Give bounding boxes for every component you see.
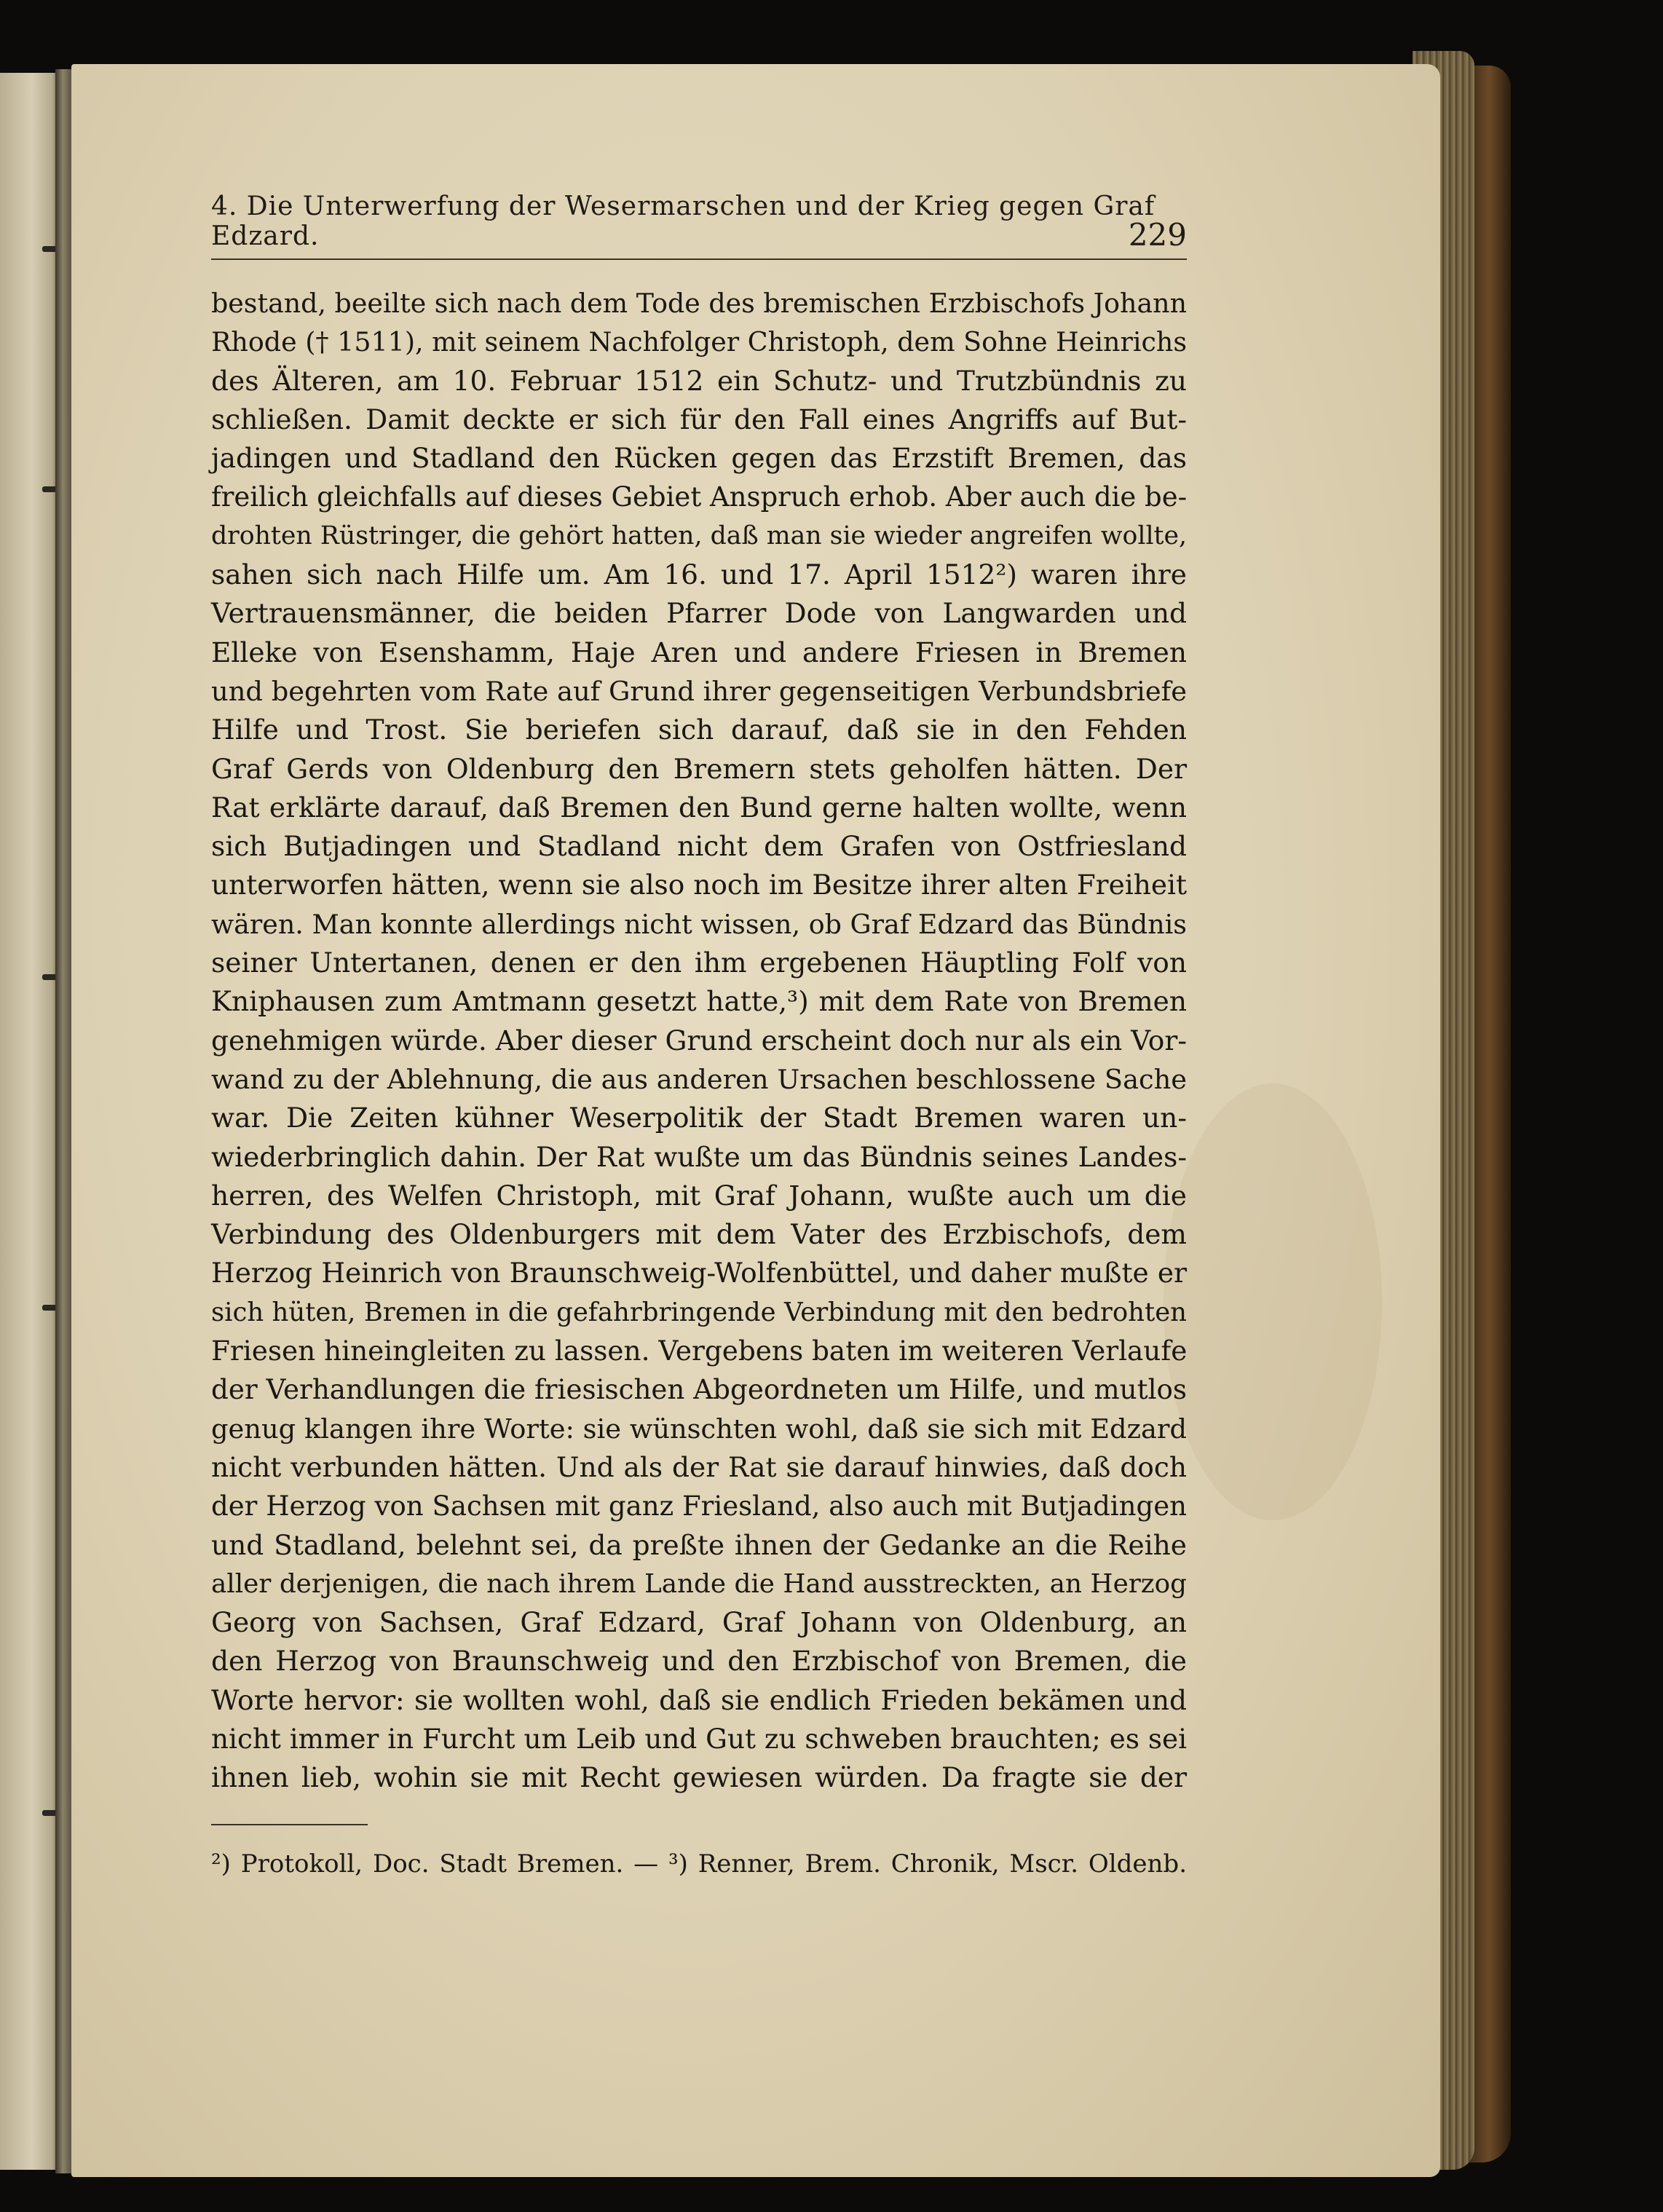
text-line: den Herzog von Braunschweig und den Erzbischof von Bremen, die [211, 1645, 1187, 1678]
text-line: seiner Untertanen, denen er den ihm ergebenen Häuptling Folf von [211, 947, 1187, 979]
text-line: Vertrauensmänner, die beiden Pfarrer Dode von Langwarden und [211, 597, 1187, 630]
text-line: aller derjenigen, die nach ihrem Lande die Hand ausstreckten, an Herzog [211, 1568, 1187, 1599]
text-line: und Stadland, belehnt sei, da preßte ihnen der Gedanke an die Reihe [211, 1528, 1187, 1561]
text-line: unterworfen hätten, wenn sie also noch im Besitze ihrer alten Freiheit [211, 869, 1187, 901]
text-line: ihnen lieb, wohin sie mit Recht gewiesen würden. Da fragte sie der [211, 1761, 1187, 1794]
text-line: Hilfe und Trost. Sie beriefen sich darauf, daß sie in den Fehden [211, 714, 1187, 746]
text-line: der Verhandlungen die friesischen Abgeordneten um Hilfe, und mutlos [211, 1373, 1187, 1406]
text-line: sich hüten, Bremen in die gefahrbringende Verbindung mit den bedrohten [211, 1297, 1187, 1327]
text-line: der Herzog von Sachsen mit ganz Friesland, also auch mit Butjadingen [211, 1490, 1187, 1522]
text-line: Worte hervor: sie wollten wohl, daß sie endlich Frieden bekämen und [211, 1683, 1187, 1716]
text-line: schließen. Damit deckte er sich für den Fall eines Angriffs auf But- [211, 403, 1187, 435]
text-line: bestand, beeilte sich nach dem Tode des bremischen Erzbischofs Johann [211, 288, 1187, 319]
body-text [211, 284, 1187, 1798]
footnote: ²) Protokoll, Doc. Stadt Bremen. — ³) Renner, Brem. Chronik, Mscr. Oldenb. [211, 1849, 1187, 1879]
text-line: wiederbringlich dahin. Der Rat wußte um das Bündnis seines Landes- [211, 1140, 1187, 1173]
text-line: Georg von Sachsen, Graf Edzard, Graf Johann von Oldenburg, an [211, 1606, 1187, 1639]
text-line: freilich gleichfalls auf dieses Gebiet Anspruch erhob. Aber auch die be- [211, 481, 1188, 513]
text-line: Elleke von Esenshamm, Haje Aren und andere Friesen in Bremen [211, 636, 1187, 668]
text-line: Herzog Heinrich von Braunschweig-Wolfenbüttel, und daher mußte er [211, 1257, 1187, 1289]
text-line: des Älteren, am 10. Februar 1512 ein Schutz- und Trutzbündnis zu [211, 364, 1187, 397]
text-line: Friesen hineingleiten zu lassen. Vergebens baten im weiteren Verlaufe [211, 1335, 1188, 1367]
running-header [211, 191, 1187, 260]
text-line: war. Die Zeiten kühner Weserpolitik der Stadt Bremen waren un- [211, 1102, 1187, 1134]
text-line: genug klangen ihre Worte: sie wünschten wohl, daß sie sich mit Edzard [211, 1413, 1187, 1445]
text-line: sahen sich nach Hilfe um. Am 16. und 17. April 1512²) waren ihre [211, 558, 1187, 591]
chapter-title: 4. Die Unterwerfung der Wesermarschen und der Krieg gegen Graf Edzard. [211, 191, 1156, 251]
text-line: Kniphausen zum Amtmann gesetzt hatte,³) mit dem Rate von Bremen [211, 985, 1187, 1018]
footnote-rule [211, 1824, 368, 1825]
text-line: Rat erklärte darauf, daß Bremen den Bund gerne halten wollte, wenn [211, 791, 1187, 823]
text-line: wären. Man konnte allerdings nicht wissen, ob Graf Edzard das Bündnis [211, 908, 1187, 940]
text-line: jadingen und Stadland den Rücken gegen das Erzstift Bremen, das [211, 442, 1187, 475]
left-page-edge [0, 73, 58, 2170]
page-stain [1164, 1083, 1382, 1520]
text-line: nicht verbunden hätten. Und als der Rat sie darauf hinwies, daß doch [211, 1450, 1187, 1483]
text-line: Verbindung des Oldenburgers mit dem Vater des Erzbischofs, dem [211, 1218, 1187, 1251]
text-line: Graf Gerds von Oldenburg den Bremern stets geholfen hätten. Der [211, 752, 1187, 785]
text-line: wand zu der Ablehnung, die aus anderen Ursachen beschlossene Sache [211, 1063, 1187, 1095]
text-line: und begehrten vom Rate auf Grund ihrer gegenseitigen Verbundsbriefe [211, 675, 1187, 707]
text-line: nicht immer in Furcht um Leib und Gut zu schweben brauchten; es sei [211, 1722, 1187, 1755]
page-number: 229 [1128, 217, 1187, 253]
text-line: sich Butjadingen und Stadland nicht dem Grafen von Ostfriesland [211, 830, 1187, 863]
text-line: genehmigen würde. Aber dieser Grund erscheint doch nur als ein Vor- [211, 1024, 1187, 1056]
text-line: drohten Rüstringer, die gehört hatten, daß man sie wieder angreifen wollte, [211, 521, 1187, 550]
text-line: Rhode († 1511), mit seinem Nachfolger Christoph, dem Sohne Heinrichs [211, 326, 1188, 358]
text-line: herren, des Welfen Christoph, mit Graf Johann, wußte auch um die [211, 1179, 1187, 1212]
